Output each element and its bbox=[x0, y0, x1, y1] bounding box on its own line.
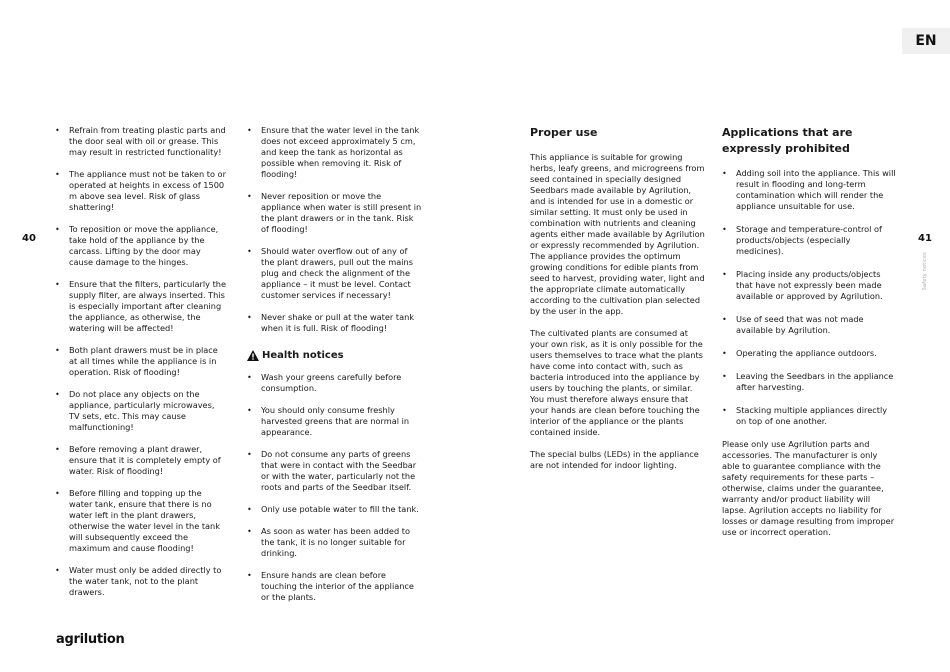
brand-logo: agrilution bbox=[56, 632, 125, 647]
list-item: • As soon as water has been added to the tank, it is no longer suitable for drinking. bbox=[247, 526, 422, 559]
list-item: • Never shake or pull at the water tank when it is full. Risk of flooding! bbox=[247, 312, 422, 334]
list-item: • Storage and temperature-control of products/objects (especially medicines). bbox=[722, 224, 897, 257]
proper-use-paragraph: This appliance is suitable for growing herbs, leafy greens, and microgreens from seed contained in specially designed Seedbars made available by Agrilution, and is intended for use in a domestic or similar setting. It must only be used in combination with nutrients and cleaning agents either made available by Agrilution or expressly recommended by Agrilution. The appliance provides the optimum growing conditions for edible plants from seed to harvest, providing water, light and the appropriate climate automatically according to the cultivation plan selected by the user in the app. bbox=[530, 152, 705, 316]
prohibited-footer: Please only use Agrilution parts and accessories. The manufacturer is only able to guarantee compliance with the safety requirements for these parts – otherwise, claims under the guarantee, warranty and/or product liability will lapse. Agrilution accepts no liability for losses or damage resulting from improper use or incorrect operation. bbox=[722, 439, 895, 537]
health-list bbox=[247, 372, 422, 603]
proper-use-paragraph: The special bulbs (LEDs) in the appliance are not intended for indoor lighting. bbox=[530, 449, 699, 470]
list-item: • Ensure that the water level in the tank does not exceed approximately 5 cm, and keep the tank as horizontal as possible when removing it. Risk of flooding! bbox=[247, 125, 422, 180]
list-item: • Operating the appliance outdoors. bbox=[722, 348, 897, 359]
list-item: • Only use potable water to fill the tank. bbox=[247, 504, 422, 515]
prohibited-column bbox=[722, 125, 897, 549]
side-note: Safety notices bbox=[922, 252, 928, 291]
list-item: • Placing inside any products/objects that have not expressly been made available or approved by Agrilution. bbox=[722, 269, 897, 302]
list-item: • Do not place any objects on the appliance, particularly microwaves, TV sets, etc. This may cause malfunctioning! bbox=[55, 389, 227, 433]
list-item: • Water must only be added directly to the water tank, not to the plant drawers. bbox=[55, 565, 227, 598]
list-item: • To reposition or move the appliance, take hold of the appliance by the carcass. Lifting by the door may cause damage to the hinges. bbox=[55, 224, 227, 268]
page-number-left: 40 bbox=[22, 233, 36, 244]
proper-use-paragraph: The cultivated plants are consumed at your own risk, as it is only possible for the users themselves to trace what the plants have come into contact with, such as bacteria introduced into the appliance by users by touching the plants, or similar. You must therefore always ensure that your hands are clean before touching the interior of the appliance or the plants contained inside. bbox=[530, 328, 703, 437]
list-item: • Adding soil into the appliance. This will result in flooding and long-term contamination which will render the appliance unsuitable for use. bbox=[722, 168, 897, 212]
list-item: • Before filling and topping up the water tank, ensure that there is no water left in the plant drawers, otherwise the water level in the tank will subsequently exceed the maximum and cause flooding! bbox=[55, 488, 227, 554]
list-item: • Leaving the Seedbars in the appliance after harvesting. bbox=[722, 371, 897, 393]
page-number-right: 41 bbox=[918, 233, 932, 244]
list-item: • Refrain from treating plastic parts and the door seal with oil or grease. This may result in restricted functionality! bbox=[55, 125, 227, 158]
safety-column-1 bbox=[55, 125, 227, 609]
safety-list-1 bbox=[55, 125, 227, 598]
warning-icon bbox=[247, 350, 259, 361]
list-item: • Never reposition or move the appliance when water is still present in the plant drawers or in the tank. Risk of flooding! bbox=[247, 191, 422, 235]
safety-list-2 bbox=[247, 125, 422, 334]
language-label: EN bbox=[915, 33, 937, 49]
list-item: • Stacking multiple appliances directly on top of one another. bbox=[722, 405, 897, 427]
list-item: • Both plant drawers must be in place at all times while the appliance is in operation. Risk of flooding! bbox=[55, 345, 227, 378]
prohibited-title: Applications that are expressly prohibited bbox=[722, 126, 853, 155]
list-item: • Do not consume any parts of greens that were in contact with the Seedbar or with the water, particularly not the roots and parts of the Seedbar itself. bbox=[247, 449, 422, 493]
prohibited-list bbox=[722, 168, 897, 427]
list-item: • Ensure that the filters, particularly the supply filter, are always inserted. This is especially important after cleaning the appliance, as otherwise, the watering will be affected! bbox=[55, 279, 227, 334]
list-item: • Should water overflow out of any of the plant drawers, pull out the mains plug and check the alignment of the appliance – it must be level. Contact customer services if necessary! bbox=[247, 246, 422, 301]
safety-column-2 bbox=[247, 125, 422, 614]
list-item: • Before removing a plant drawer, ensure that it is completely empty of water. Risk of flooding! bbox=[55, 444, 227, 477]
list-item: • You should only consume freshly harvested greens that are normal in appearance. bbox=[247, 405, 422, 438]
list-item: • Ensure hands are clean before touching the interior of the appliance or the plants. bbox=[247, 570, 422, 603]
list-item: • Use of seed that was not made available by Agrilution. bbox=[722, 314, 897, 336]
list-item: • Wash your greens carefully before consumption. bbox=[247, 372, 422, 394]
language-tab bbox=[902, 28, 950, 54]
proper-use-column bbox=[530, 125, 705, 482]
list-item: • The appliance must not be taken to or operated at heights in excess of 1500 m above sea level. Risk of glass shattering! bbox=[55, 169, 227, 213]
health-notices-heading bbox=[247, 350, 422, 361]
health-notices-title: Health notices bbox=[262, 350, 344, 361]
proper-use-title: Proper use bbox=[530, 126, 598, 139]
